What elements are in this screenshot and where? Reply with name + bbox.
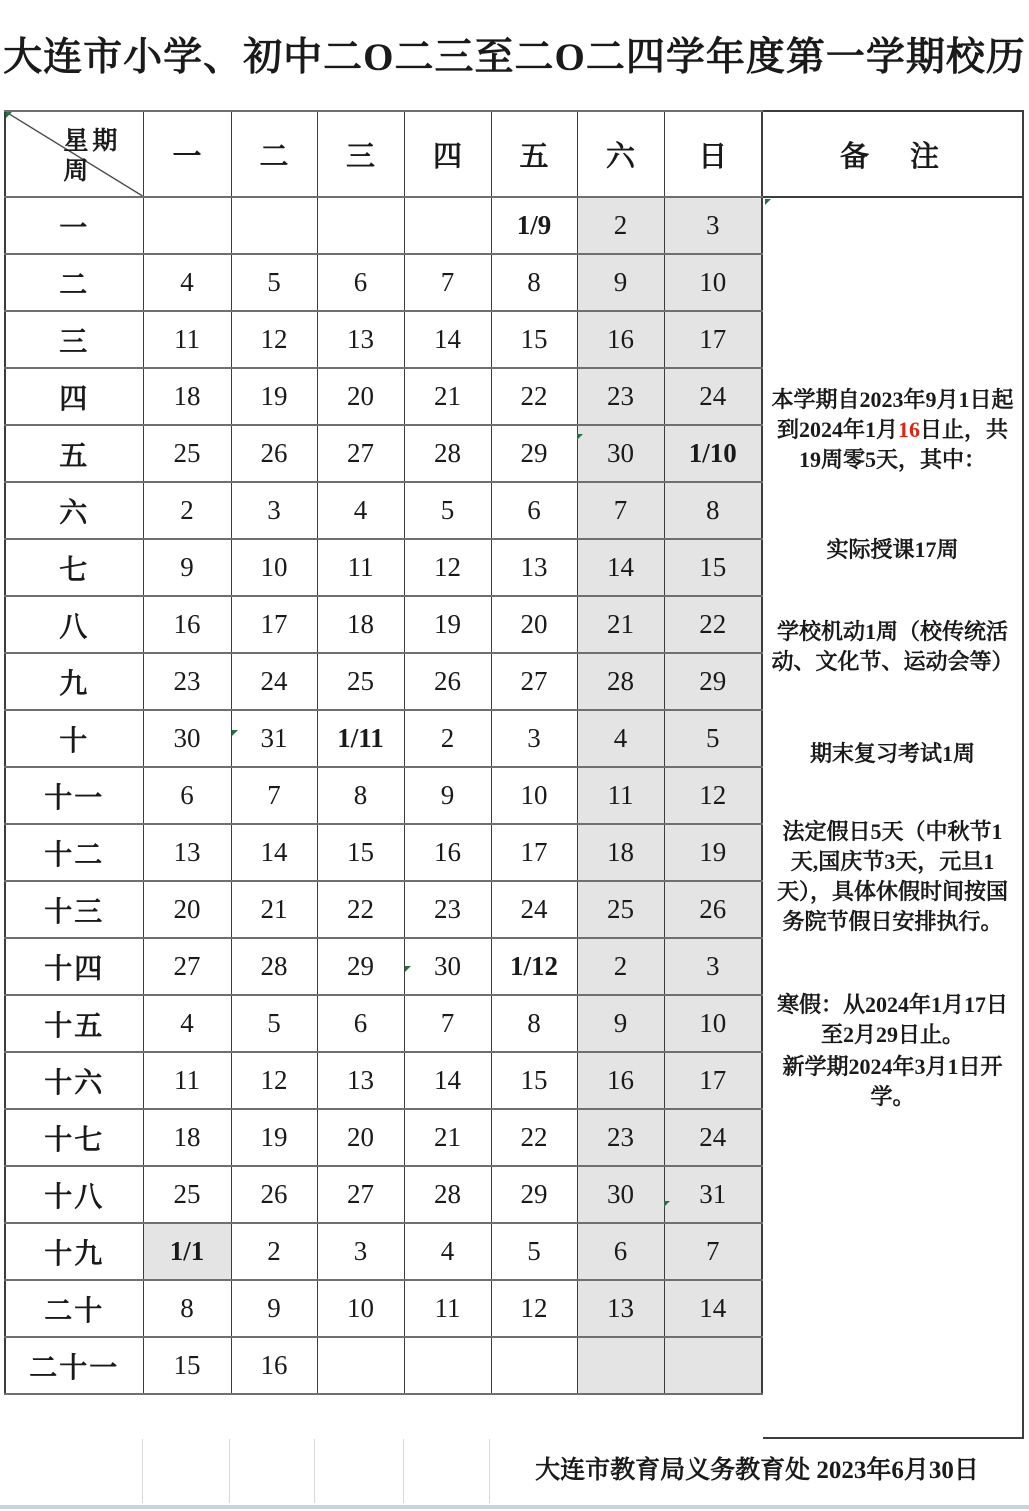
day-cell: 15: [317, 824, 404, 881]
comment-marker-icon: [6, 112, 12, 118]
note-semester-pre: 本学期自2023年9月1日起到2024年1月: [771, 387, 1014, 442]
week-row: [5, 425, 762, 482]
day-cell: 20: [491, 596, 577, 653]
note-semester-duration: [769, 385, 1016, 475]
day-cell: 2: [231, 1223, 317, 1280]
note-semester-post: 日止，共19周零5天，其中：: [798, 417, 1009, 472]
corner-label-weekday: 星期: [63, 128, 122, 155]
day-cell: 6: [491, 482, 577, 539]
bottom-edge: [0, 1505, 1029, 1509]
day-cell: 18: [143, 368, 231, 425]
day-cell: [143, 197, 231, 254]
week-label: 二十: [5, 1280, 143, 1337]
day-cell: [491, 1337, 577, 1394]
day-header-3: 三: [317, 111, 404, 197]
footer-grid-line: [142, 1439, 143, 1503]
day-cell: 28: [404, 1166, 491, 1223]
day-cell: 16: [577, 311, 664, 368]
day-cell: 3: [664, 938, 762, 995]
week-label: 二: [5, 254, 143, 311]
day-cell: 19: [664, 824, 762, 881]
footer-grid-line: [403, 1439, 404, 1503]
day-cell: 1/10: [664, 425, 762, 482]
day-cell: 16: [143, 596, 231, 653]
day-cell: 28: [404, 425, 491, 482]
day-cell: 14: [231, 824, 317, 881]
week-label: 十五: [5, 995, 143, 1052]
week-label: 三: [5, 311, 143, 368]
day-cell: 11: [143, 311, 231, 368]
day-cell: 8: [664, 482, 762, 539]
week-row: [5, 368, 762, 425]
comment-marker-icon: [765, 199, 771, 205]
week-label: 五: [5, 425, 143, 482]
day-cell: 26: [664, 881, 762, 938]
day-cell: 24: [664, 1109, 762, 1166]
day-header-7: 日: [664, 111, 762, 197]
day-cell: 1/11: [317, 710, 404, 767]
day-cell: 11: [577, 767, 664, 824]
day-cell: 21: [577, 596, 664, 653]
day-cell: 8: [491, 995, 577, 1052]
day-cell: 9: [404, 767, 491, 824]
day-cell: 23: [577, 1109, 664, 1166]
day-cell: 9: [143, 539, 231, 596]
day-cell: 27: [143, 938, 231, 995]
day-cell: 15: [491, 311, 577, 368]
calendar-table: [4, 110, 763, 1395]
day-cell: 4: [317, 482, 404, 539]
day-cell: 12: [231, 311, 317, 368]
day-cell: 20: [317, 368, 404, 425]
footer-grid-line: [229, 1439, 230, 1503]
note-teaching-weeks: 实际授课17周: [826, 537, 959, 562]
day-cell: 17: [664, 1052, 762, 1109]
week-row: [5, 1109, 762, 1166]
day-cell: 5: [664, 710, 762, 767]
day-cell: 25: [317, 653, 404, 710]
day-cell: 9: [231, 1280, 317, 1337]
day-cell: 6: [577, 1223, 664, 1280]
day-cell: 12: [231, 1052, 317, 1109]
day-cell: 14: [404, 311, 491, 368]
week-label: 十七: [5, 1109, 143, 1166]
day-cell: [664, 1337, 762, 1394]
day-cell: 23: [143, 653, 231, 710]
day-cell: 22: [491, 1109, 577, 1166]
day-cell: 14: [664, 1280, 762, 1337]
day-cell: 31: [231, 710, 317, 767]
day-cell: 6: [317, 254, 404, 311]
day-cell: 11: [317, 539, 404, 596]
day-cell: 30: [404, 938, 491, 995]
week-label: 六: [5, 482, 143, 539]
day-cell: 29: [664, 653, 762, 710]
day-cell: 3: [231, 482, 317, 539]
day-cell: 31: [664, 1166, 762, 1223]
day-cell: 13: [491, 539, 577, 596]
week-row: [5, 1052, 762, 1109]
day-cell: 7: [664, 1223, 762, 1280]
day-cell: 9: [577, 995, 664, 1052]
week-row: [5, 1166, 762, 1223]
day-cell: 25: [577, 881, 664, 938]
day-cell: 10: [664, 995, 762, 1052]
day-cell: 22: [664, 596, 762, 653]
day-cell: 10: [317, 1280, 404, 1337]
day-cell: 2: [404, 710, 491, 767]
week-label: 七: [5, 539, 143, 596]
day-cell: 5: [231, 254, 317, 311]
day-header-6: 六: [577, 111, 664, 197]
day-cell: 4: [404, 1223, 491, 1280]
day-cell: 4: [577, 710, 664, 767]
day-cell: 7: [577, 482, 664, 539]
day-cell: 8: [317, 767, 404, 824]
day-cell: 18: [143, 1109, 231, 1166]
day-cell: 2: [143, 482, 231, 539]
day-cell: 3: [664, 197, 762, 254]
corner-cell: [5, 111, 143, 197]
day-cell: 6: [143, 767, 231, 824]
day-cell: 22: [491, 368, 577, 425]
day-cell: 26: [231, 1166, 317, 1223]
day-cell: 30: [577, 1166, 664, 1223]
day-cell: 19: [231, 368, 317, 425]
week-row: [5, 881, 762, 938]
day-cell: 24: [491, 881, 577, 938]
week-label: 十九: [5, 1223, 143, 1280]
week-label: 八: [5, 596, 143, 653]
day-cell: 30: [143, 710, 231, 767]
day-cell: [577, 1337, 664, 1394]
day-cell: 23: [577, 368, 664, 425]
note-exam-week: 期末复习考试1周: [809, 741, 975, 766]
remarks-panel: [763, 110, 1024, 1439]
header-row: [5, 111, 762, 197]
day-cell: 20: [143, 881, 231, 938]
day-cell: 28: [231, 938, 317, 995]
day-cell: 3: [317, 1223, 404, 1280]
day-cell: 8: [143, 1280, 231, 1337]
day-cell: 5: [404, 482, 491, 539]
day-cell: 27: [491, 653, 577, 710]
day-cell: 6: [317, 995, 404, 1052]
week-row: [5, 710, 762, 767]
day-cell: 5: [231, 995, 317, 1052]
day-cell: 15: [143, 1337, 231, 1394]
day-cell: 21: [231, 881, 317, 938]
day-cell: 29: [491, 425, 577, 482]
day-cell: 9: [577, 254, 664, 311]
day-cell: 10: [664, 254, 762, 311]
week-row: [5, 995, 762, 1052]
day-cell: 17: [664, 311, 762, 368]
day-header-1: 一: [143, 111, 231, 197]
day-cell: 20: [317, 1109, 404, 1166]
week-label: 十: [5, 710, 143, 767]
day-cell: [231, 197, 317, 254]
day-cell: 2: [577, 938, 664, 995]
day-cell: 18: [317, 596, 404, 653]
day-cell: 4: [143, 995, 231, 1052]
day-cell: 15: [491, 1052, 577, 1109]
day-header-5: 五: [491, 111, 577, 197]
day-cell: 16: [404, 824, 491, 881]
day-header-4: 四: [404, 111, 491, 197]
week-row: [5, 653, 762, 710]
day-cell: 29: [317, 938, 404, 995]
day-cell: 5: [491, 1223, 577, 1280]
day-cell: 28: [577, 653, 664, 710]
week-row: [5, 824, 762, 881]
day-cell: 24: [664, 368, 762, 425]
week-label: 四: [5, 368, 143, 425]
day-cell: 29: [491, 1166, 577, 1223]
day-cell: 11: [404, 1280, 491, 1337]
corner-label-week: 周: [63, 158, 89, 185]
page-title: 大连市小学、初中二O二三至二O二四学年度第一学期校历: [3, 36, 1026, 79]
day-cell: 3: [491, 710, 577, 767]
day-cell: 19: [231, 1109, 317, 1166]
note-winter-vacation: 寒假：从2024年1月17日至2月29日止。: [776, 992, 1008, 1047]
day-cell: 18: [577, 824, 664, 881]
day-cell: 23: [404, 881, 491, 938]
day-cell: 1/12: [491, 938, 577, 995]
remarks-header: 备 注: [763, 112, 1022, 198]
day-cell: 7: [231, 767, 317, 824]
week-label: 一: [5, 197, 143, 254]
note-legal-holidays: 法定假日5天（中秋节1天,国庆节3天，元旦1天），具体休假时间按国务院节假日安排执行。: [776, 819, 1008, 934]
day-cell: 15: [664, 539, 762, 596]
day-cell: [317, 1337, 404, 1394]
day-cell: 21: [404, 368, 491, 425]
remarks-body: [763, 200, 1022, 1112]
day-cell: 25: [143, 425, 231, 482]
comment-marker-icon: [664, 1201, 670, 1207]
week-label: 十一: [5, 767, 143, 824]
day-cell: 12: [664, 767, 762, 824]
day-cell: 14: [577, 539, 664, 596]
day-cell: 7: [404, 995, 491, 1052]
day-cell: 16: [577, 1052, 664, 1109]
day-cell: 22: [317, 881, 404, 938]
day-cell: 24: [231, 653, 317, 710]
week-row: [5, 596, 762, 653]
note-new-semester: 新学期2024年3月1日开学。: [782, 1054, 1003, 1109]
week-row: [5, 254, 762, 311]
day-cell: 19: [404, 596, 491, 653]
footer-grid-line: [314, 1439, 315, 1503]
week-row: [5, 938, 762, 995]
day-cell: 27: [317, 1166, 404, 1223]
day-cell: 2: [577, 197, 664, 254]
day-cell: 8: [491, 254, 577, 311]
week-row: [5, 539, 762, 596]
day-cell: 7: [404, 254, 491, 311]
day-cell: 14: [404, 1052, 491, 1109]
week-row: [5, 197, 762, 254]
day-cell: 1/1: [143, 1223, 231, 1280]
comment-marker-icon: [405, 966, 411, 972]
week-row: [5, 767, 762, 824]
day-cell: 13: [143, 824, 231, 881]
day-cell: 17: [491, 824, 577, 881]
day-cell: 11: [143, 1052, 231, 1109]
day-cell: 17: [231, 596, 317, 653]
week-label: 十二: [5, 824, 143, 881]
day-header-2: 二: [231, 111, 317, 197]
week-row: [5, 311, 762, 368]
day-cell: 30: [577, 425, 664, 482]
day-cell: 13: [317, 311, 404, 368]
week-label: 十八: [5, 1166, 143, 1223]
day-cell: [404, 197, 491, 254]
week-row: [5, 1223, 762, 1280]
week-label: 九: [5, 653, 143, 710]
week-row: [5, 1280, 762, 1337]
day-cell: 27: [317, 425, 404, 482]
note-flexible-week: 学校机动1周（校传统活动、文化节、运动会等）: [771, 619, 1014, 674]
day-cell: 1/9: [491, 197, 577, 254]
footer-signature: 大连市教育局义务教育处 2023年6月30日: [535, 1457, 979, 1484]
day-cell: 21: [404, 1109, 491, 1166]
day-cell: [317, 197, 404, 254]
day-cell: 13: [317, 1052, 404, 1109]
week-label: 二十一: [5, 1337, 143, 1394]
day-cell: 4: [143, 254, 231, 311]
week-row: [5, 1337, 762, 1394]
day-cell: 12: [404, 539, 491, 596]
week-row: [5, 482, 762, 539]
day-cell: 10: [491, 767, 577, 824]
note-semester-red-date: 16: [898, 417, 920, 442]
day-cell: 25: [143, 1166, 231, 1223]
day-cell: [404, 1337, 491, 1394]
week-label: 十六: [5, 1052, 143, 1109]
day-cell: 10: [231, 539, 317, 596]
day-cell: 26: [231, 425, 317, 482]
day-cell: 12: [491, 1280, 577, 1337]
day-cell: 16: [231, 1337, 317, 1394]
comment-marker-icon: [577, 434, 583, 440]
day-cell: 26: [404, 653, 491, 710]
comment-marker-icon: [232, 730, 238, 736]
week-label: 十三: [5, 881, 143, 938]
week-label: 十四: [5, 938, 143, 995]
day-cell: 13: [577, 1280, 664, 1337]
